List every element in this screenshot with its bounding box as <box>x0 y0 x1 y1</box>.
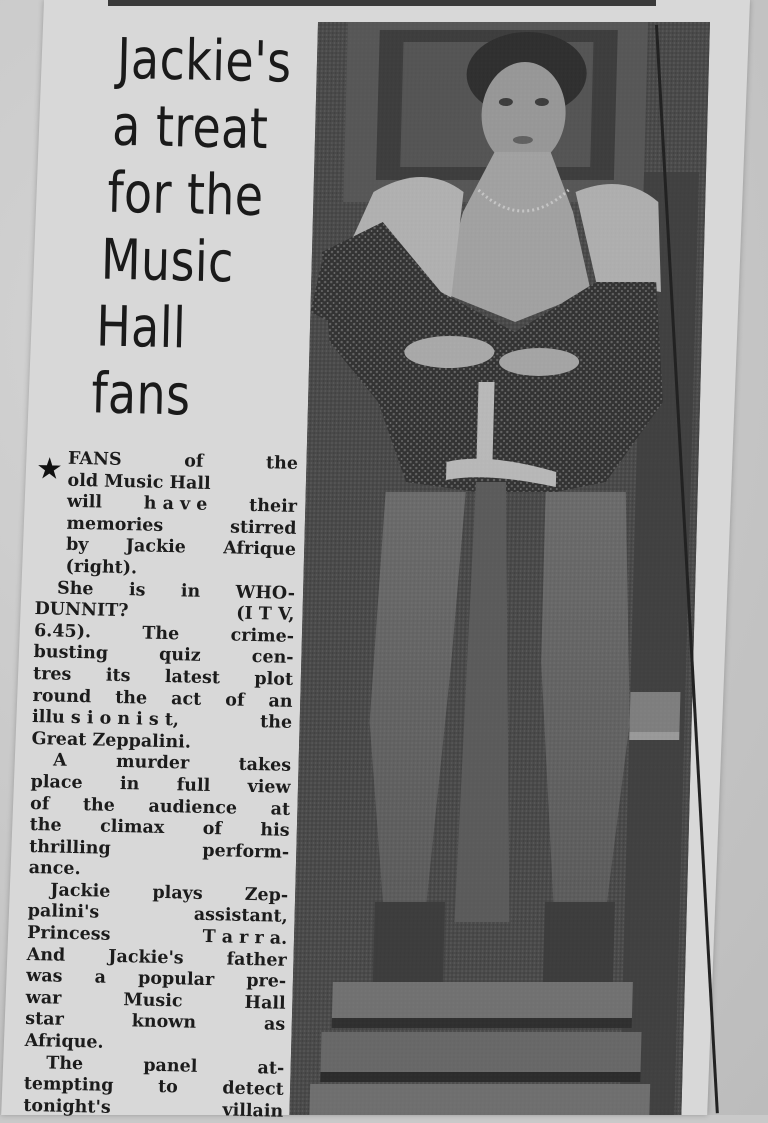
article-paragraphs <box>23 578 295 1123</box>
text-line <box>23 1096 283 1123</box>
word: memories <box>66 513 164 536</box>
word: panel <box>143 1055 198 1077</box>
word: plot <box>254 668 294 690</box>
word: FANS <box>67 448 122 470</box>
article-body <box>23 448 298 1123</box>
word: Princess <box>27 923 111 945</box>
word: the <box>82 794 116 816</box>
word: thrilling <box>28 836 111 859</box>
lead-block <box>35 448 298 583</box>
word: cen- <box>251 647 294 669</box>
word: the <box>265 453 299 474</box>
word: WHO- <box>235 582 296 604</box>
word: of <box>225 689 245 711</box>
word: h a v e <box>143 493 208 516</box>
word: audience <box>148 796 238 819</box>
paragraph <box>31 578 295 757</box>
word: of <box>183 451 204 472</box>
word: the <box>114 687 148 709</box>
word: latest <box>164 666 221 689</box>
lead-paragraph <box>65 449 298 584</box>
word: star <box>25 1009 64 1031</box>
word: murder <box>115 752 190 774</box>
word: Afrique. <box>24 1030 104 1053</box>
headline-line: Jackie's <box>116 26 293 96</box>
word: to <box>157 1077 179 1098</box>
word: Zep- <box>244 884 289 906</box>
word: tempting <box>23 1074 114 1097</box>
word: was <box>26 966 63 988</box>
word: crime- <box>230 625 295 647</box>
headline-line: fans <box>90 361 192 429</box>
word: their <box>248 496 298 518</box>
word: illu s i o n i s t, <box>31 707 180 731</box>
word: Hall <box>244 992 286 1014</box>
word: perform- <box>202 840 290 863</box>
word: (right). <box>65 556 138 579</box>
word: assistant, <box>193 905 288 928</box>
word: Jackie <box>125 536 187 558</box>
word: in <box>180 580 201 602</box>
word: round <box>32 685 92 707</box>
word: stirred <box>229 517 297 539</box>
word: at <box>270 798 291 820</box>
word: is <box>128 579 146 601</box>
word: tonight's <box>23 1095 111 1118</box>
word: of <box>29 793 50 814</box>
article-column <box>15 18 310 1121</box>
word: view <box>247 776 291 798</box>
headline-line: Music <box>100 227 235 296</box>
word: Jackie <box>49 880 111 902</box>
word: his <box>260 820 290 841</box>
word: the <box>29 815 62 836</box>
word: And <box>26 944 66 966</box>
word: plays <box>152 882 203 904</box>
word: The <box>46 1053 84 1074</box>
word: busting <box>33 642 109 665</box>
word: detect <box>222 1078 284 1101</box>
word: Jackie's <box>108 946 184 969</box>
word: (I T V, <box>236 603 295 626</box>
headline-line: for the <box>106 160 265 230</box>
word: Afrique <box>222 538 297 561</box>
word: ance. <box>28 858 81 880</box>
word: as <box>263 1014 286 1036</box>
top-rule <box>108 0 656 6</box>
word: full <box>176 775 211 796</box>
word: palini's <box>27 901 100 924</box>
star-icon: ★ <box>37 454 62 485</box>
word: war <box>25 987 62 1009</box>
word: DUNNIT? <box>34 599 129 622</box>
word: old Music Hall <box>67 470 211 494</box>
word: Great Zeppalini. <box>31 728 192 753</box>
word: by <box>65 535 89 556</box>
word: quiz <box>158 645 201 667</box>
word: father <box>226 949 287 971</box>
paragraph <box>28 750 291 885</box>
headline <box>90 25 293 431</box>
word: climax <box>99 816 165 839</box>
photo-image <box>289 22 710 1115</box>
word: the <box>259 712 293 734</box>
word: a <box>94 967 107 988</box>
word: pre- <box>246 971 287 993</box>
paragraph <box>25 880 289 1059</box>
headline-line: Hall <box>95 294 187 362</box>
headline-line: a treat <box>111 93 269 163</box>
word: at- <box>257 1057 285 1079</box>
word: She <box>56 578 94 599</box>
word: takes <box>238 755 292 777</box>
word: an <box>268 690 293 712</box>
word: will <box>66 491 103 513</box>
word: known <box>131 1011 197 1034</box>
word: villain <box>222 1100 284 1122</box>
word: The <box>142 623 180 645</box>
paragraph <box>23 1053 284 1123</box>
word: popular <box>137 968 215 991</box>
word: Music <box>123 989 183 1012</box>
word: 6.45). <box>33 620 92 643</box>
word: T a r r a. <box>202 926 288 949</box>
word: act <box>170 688 202 710</box>
word: in <box>119 773 140 795</box>
word: tres <box>32 663 72 685</box>
word: place <box>30 771 83 794</box>
word: of <box>202 818 223 840</box>
word: its <box>105 665 131 687</box>
photo <box>289 22 710 1115</box>
word: A <box>52 750 67 772</box>
